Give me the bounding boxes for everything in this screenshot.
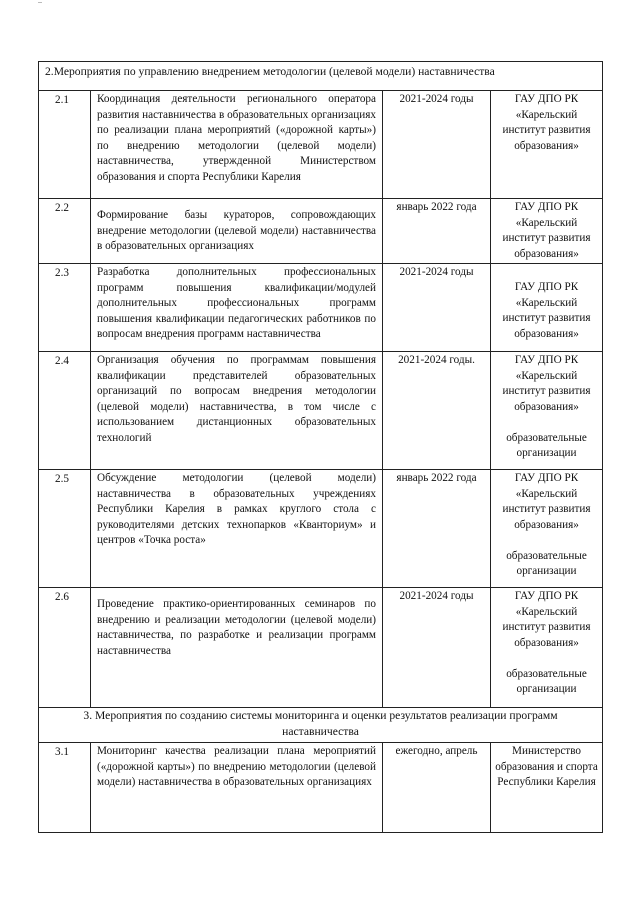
row-deadline: январь 2022 года — [383, 199, 491, 264]
table-row — [39, 352, 603, 470]
row-number: 2.4 — [39, 352, 91, 470]
row-responsible — [491, 470, 603, 588]
row-activity: Обсуждение методологии (целевой модели) наставничества в образовательных учреждениях Республики Карелия в рамках круглого стола с руководителями детских технопарков «Кванториум» и центров «Точка роста» — [91, 470, 383, 588]
row-activity — [91, 199, 383, 264]
row-activity: Разработка дополнительных профессиональных программ повышения квалификации/модулей дополнительных профессиональных программ повышения квалификации педагогических работников по вопросам внедрения программ наставничества — [91, 264, 383, 352]
row-number: 2.2 — [39, 199, 91, 264]
row-responsible — [491, 743, 603, 833]
row-responsible — [491, 264, 603, 352]
row-deadline: 2021-2024 годы — [383, 588, 491, 708]
row-deadline: ежегодно, апрель — [383, 743, 491, 833]
responsible-org: ГАУ ДПО РК «Карельский институт развития образования» — [502, 93, 591, 152]
row-activity-text: Проведение практико-ориентированных семинаров по внедрению и реализации методологии (целевой модели) наставничества, по разработке и реализации программ наставничества — [97, 598, 376, 657]
responsible-org-secondary: образовательные организации — [506, 667, 587, 695]
responsible-org: ГАУ ДПО РК «Карельский институт развития образования» — [502, 354, 591, 413]
responsible-org-secondary: образовательные организации — [506, 431, 587, 459]
row-deadline: 2021-2024 годы — [383, 91, 491, 199]
table-row — [39, 264, 603, 352]
responsible-org-secondary: образовательные организации — [506, 549, 587, 577]
row-activity: Организация обучения по программам повышения квалификации представителей образовательных организаций по вопросам внедрения методологии (целевой модели) наставничества, в том числе с использованием дистанционных образовательных технологий — [91, 352, 383, 470]
row-deadline: январь 2022 года — [383, 470, 491, 588]
section-header-row — [39, 62, 603, 91]
row-number: 3.1 — [39, 743, 91, 833]
row-activity — [91, 588, 383, 708]
table-row — [39, 743, 603, 833]
responsible-org: ГАУ ДПО РК «Карельский институт развития образования» — [502, 472, 591, 531]
row-number: 2.1 — [39, 91, 91, 199]
row-activity-text: Формирование базы кураторов, сопровождающих внедрение методологии (целевой модели) наставничества в образовательных организациях — [97, 209, 376, 252]
table-row — [39, 199, 603, 264]
responsible-org: ГАУ ДПО РК «Карельский институт развития образования» — [502, 590, 591, 649]
section-title: 3. Мероприятия по созданию системы мониторинга и оценки результатов реализации программ наставничества — [39, 708, 603, 743]
row-activity: Координация деятельности регионального оператора развития наставничества в образовательных организациях по реализации плана мероприятий («дорожной карты») по внедрению методологии (целевой модели) наставничества, утвержденной Министерством образования и спорта Республики Карелия — [91, 91, 383, 199]
scan-mark — [38, 2, 42, 3]
row-deadline: 2021-2024 годы. — [383, 352, 491, 470]
table-row — [39, 91, 603, 199]
row-activity: Мониторинг качества реализации плана мероприятий («дорожной карты») по внедрению методологии (целевой модели) наставничества в образовательных организациях — [91, 743, 383, 833]
row-responsible — [491, 91, 603, 199]
section-title: 2.Мероприятия по управлению внедрением методологии (целевой модели) наставничества — [39, 62, 603, 91]
row-number: 2.5 — [39, 470, 91, 588]
row-responsible — [491, 588, 603, 708]
row-deadline: 2021-2024 годы — [383, 264, 491, 352]
row-number: 2.6 — [39, 588, 91, 708]
section-header-row — [39, 708, 603, 743]
row-number: 2.3 — [39, 264, 91, 352]
responsible-org: Министерство образования и спорта Республики Карелия — [495, 745, 598, 788]
row-responsible — [491, 352, 603, 470]
responsible-org: ГАУ ДПО РК «Карельский институт развития образования» — [502, 281, 591, 340]
responsible-org: ГАУ ДПО РК «Карельский институт развития образования» — [502, 201, 591, 260]
plan-table — [38, 61, 603, 833]
table-row — [39, 470, 603, 588]
row-responsible — [491, 199, 603, 264]
table-row — [39, 588, 603, 708]
